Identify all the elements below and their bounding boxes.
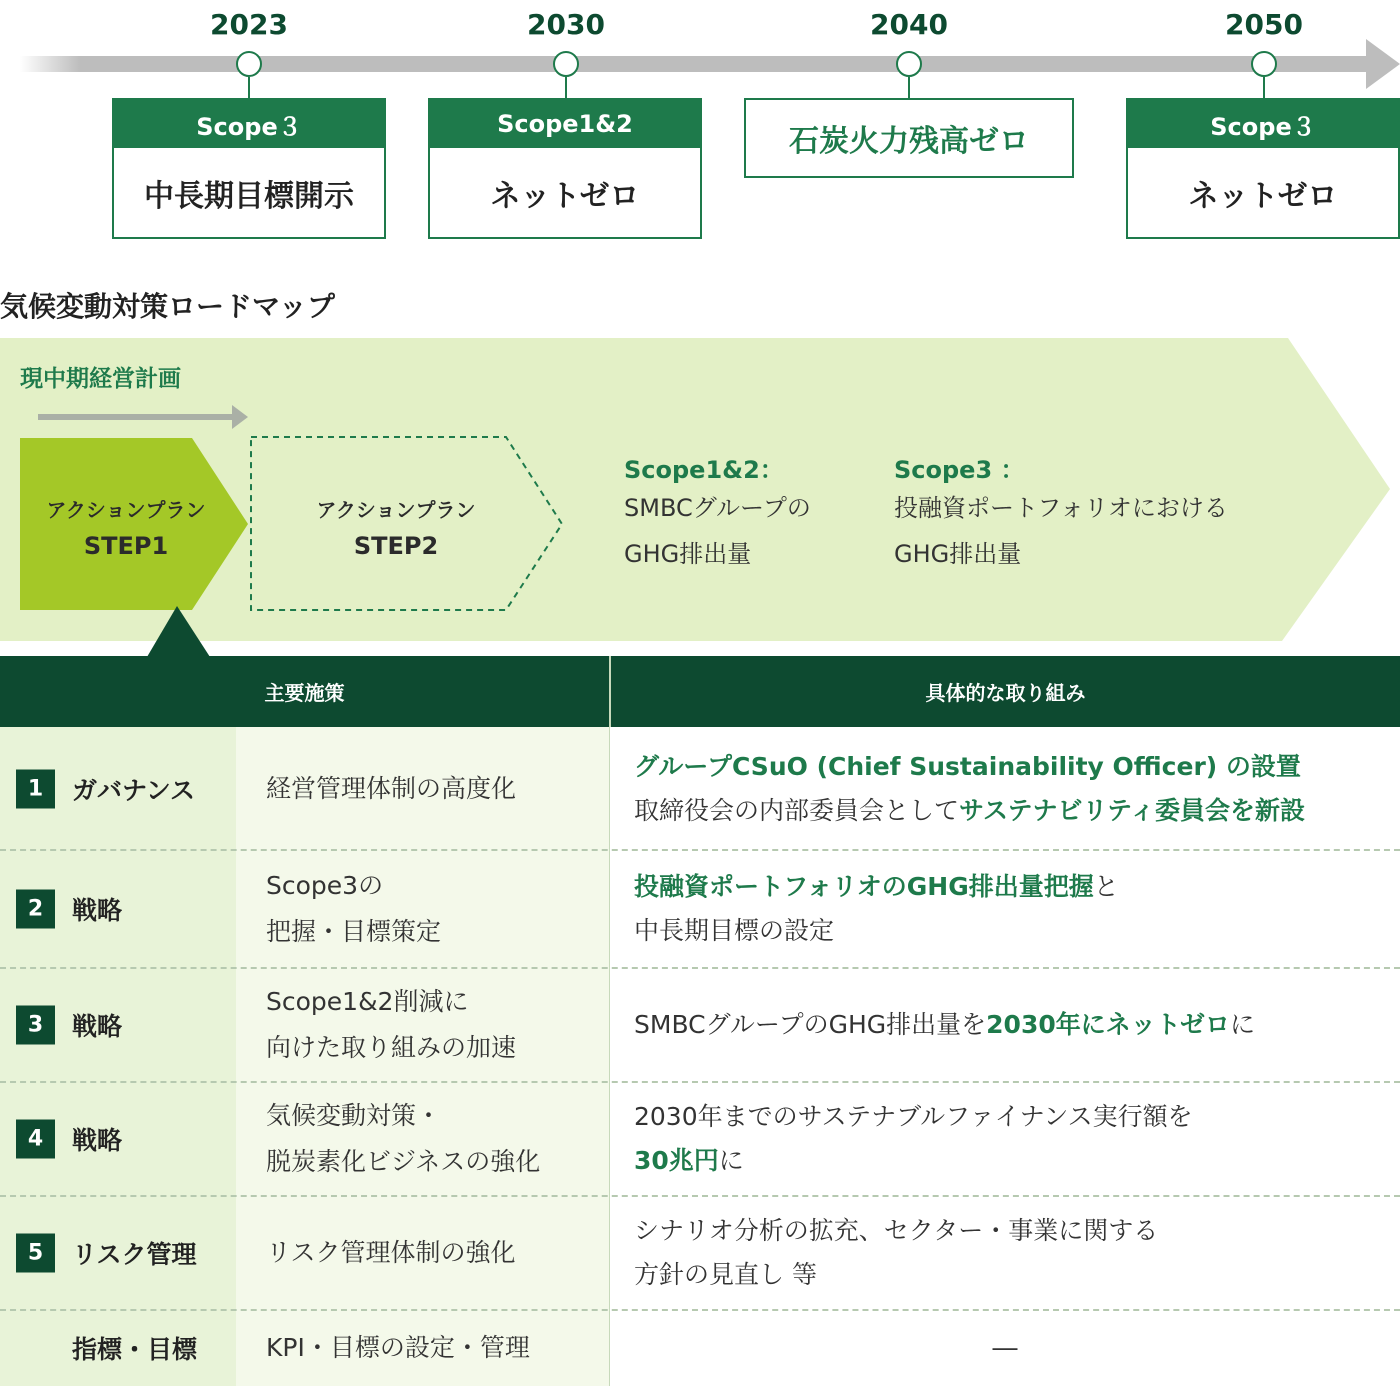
row-number-badge: 2 [16, 890, 55, 929]
row-number-badge: 3 [16, 1006, 55, 1045]
measure-text [266, 1325, 530, 1371]
category-cell [0, 968, 236, 1082]
row-divider [0, 1081, 1400, 1083]
milestone-2023 [112, 98, 386, 239]
detail-line [634, 1003, 1255, 1047]
measure-cell [236, 1196, 609, 1310]
measure-line: 経営管理体制の高度化 [266, 773, 517, 803]
detail-line [634, 1209, 1158, 1253]
step1-step: STEP1 [83, 532, 169, 560]
scope3-line1: 投融資ポートフォリオにおける [894, 494, 1228, 522]
timeline-stem [565, 77, 567, 98]
category-label: 指標・目標 [72, 1335, 198, 1364]
measure-text [266, 1230, 516, 1276]
detail-segment: に [718, 1146, 744, 1175]
detail-text [634, 1003, 1255, 1047]
year-2040: 2040 [870, 8, 948, 41]
detail-cell [610, 727, 1400, 850]
timeline-node [1251, 51, 1277, 77]
milestone-text: 中長期目標開示 [144, 178, 354, 214]
highlight-text: 30兆円 [634, 1146, 719, 1175]
year-2050: 2050 [1225, 8, 1303, 41]
measure-text [266, 1093, 540, 1185]
measure-line: Scope3の [266, 871, 384, 900]
detail-text [634, 745, 1305, 833]
step1-label [20, 492, 232, 564]
current-plan-label: 現中期経営計画 [20, 366, 181, 392]
category-cell [0, 1310, 236, 1386]
category-cell [0, 1082, 236, 1196]
timeline-stem [1263, 77, 1265, 98]
year-2030: 2030 [527, 8, 605, 41]
detail-text [610, 1326, 1400, 1370]
measure-line: 気候変動対策・ [266, 1101, 442, 1130]
table-row [0, 727, 1400, 850]
measure-cell [236, 968, 609, 1082]
detail-line [634, 865, 1119, 909]
category-label: 戦略 [72, 1126, 123, 1155]
table-row [0, 1082, 1400, 1196]
category-cell [0, 1196, 236, 1310]
detail-segment: SMBCグループのGHG排出量を [634, 1010, 987, 1039]
row-number-badge: 4 [16, 1120, 55, 1159]
table-row [0, 1196, 1400, 1310]
row-divider [0, 1309, 1400, 1311]
detail-line [634, 1095, 1193, 1139]
milestone-2030 [428, 98, 702, 239]
detail-cell [610, 1310, 1400, 1386]
row-divider [0, 967, 1400, 969]
detail-line [634, 745, 1305, 789]
timeline-stem [908, 77, 910, 98]
milestone-2040: 石炭火力残高ゼロ [744, 98, 1074, 178]
measure-cell [236, 1310, 609, 1386]
category-label: 戦略 [72, 1012, 123, 1041]
detail-text [634, 865, 1119, 953]
milestone-2050 [1126, 98, 1400, 239]
detail-segment: 方針の見直し 等 [634, 1260, 817, 1289]
scope3-block [894, 450, 1228, 577]
measure-text [266, 863, 441, 955]
detail-text [634, 1209, 1158, 1297]
measure-text [266, 766, 516, 812]
detail-segment: 中長期目標の設定 [634, 916, 835, 945]
highlight-text: 2030年にネットゼロ [986, 1010, 1230, 1039]
detail-line [634, 1253, 1158, 1297]
detail-segment: シナリオ分析の拡充、セクター・事業に関する [634, 1216, 1159, 1245]
page-title: 気候変動対策ロードマップ [0, 290, 335, 323]
timeline-stem [248, 77, 250, 98]
measure-text [266, 979, 516, 1071]
scope12-heading: Scope1&2： [624, 456, 784, 484]
highlight-text: サステナビリティ委員会を新設 [959, 795, 1306, 825]
category-label: 戦略 [72, 896, 123, 925]
measure-line: リスク管理体制の強化 [266, 1238, 516, 1267]
scope3-line2: GHG排出量 [894, 540, 1022, 568]
step1-title: アクションプラン [46, 498, 206, 522]
table-header-measures: 主要施策 [0, 656, 609, 727]
step2-title: アクションプラン [316, 498, 476, 522]
detail-line [634, 789, 1305, 833]
measure-cell [236, 727, 609, 850]
milestone-scope: Scope３ [114, 100, 384, 148]
measure-line: KPI・目標の設定・管理 [266, 1333, 530, 1362]
category-label: ガバナンス [72, 775, 196, 805]
category-label: リスク管理 [72, 1240, 197, 1269]
scope3-heading: Scope3 ： [894, 456, 1025, 484]
year-2023: 2023 [210, 8, 288, 41]
category-cell [0, 727, 236, 850]
detail-cell [610, 1196, 1400, 1310]
detail-segment: に [1230, 1010, 1256, 1039]
timeline-arrow-head [1366, 39, 1400, 89]
measure-cell [236, 850, 609, 968]
timeline-node [553, 51, 579, 77]
table-header-details: 具体的な取り組み [611, 656, 1400, 727]
detail-cell [610, 850, 1400, 968]
measure-line: 向けた取り組みの加速 [266, 1033, 517, 1062]
detail-segment: と [1093, 872, 1119, 901]
detail-line [610, 1326, 1400, 1370]
row-divider [0, 1195, 1400, 1197]
detail-text [634, 1095, 1193, 1183]
detail-line [634, 1139, 1193, 1183]
scope12-block [624, 450, 811, 577]
category-cell [0, 850, 236, 968]
timeline-node [896, 51, 922, 77]
detail-segment: ― [992, 1333, 1018, 1362]
scope12-line1: SMBCグループの [624, 494, 811, 522]
table-row [0, 968, 1400, 1082]
step2-step: STEP2 [353, 532, 439, 560]
row-number-badge: 5 [16, 1234, 55, 1273]
timeline-axis [20, 56, 1370, 72]
row-number-badge: 1 [16, 769, 55, 808]
timeline-node [236, 51, 262, 77]
highlight-text: 投融資ポートフォリオのGHG排出量把握 [634, 872, 1094, 901]
measure-cell [236, 1082, 609, 1196]
detail-segment: 取締役会の内部委員会として [634, 795, 960, 825]
table-row [0, 1310, 1400, 1386]
detail-cell [610, 1082, 1400, 1196]
milestone-scope: Scope1&2 [430, 100, 700, 148]
measure-line: Scope1&2削減に [266, 987, 469, 1016]
detail-line [634, 909, 1119, 953]
measure-line: 脱炭素化ビジネスの強化 [266, 1147, 541, 1176]
milestone-scope: Scope３ [1128, 100, 1398, 148]
measure-line: 把握・目標策定 [266, 917, 442, 946]
highlight-text: グループCSuO (Chief Sustainability Officer) の設置 [634, 751, 1301, 781]
milestone-text: ネットゼロ [1188, 178, 1338, 214]
milestone-text: ネットゼロ [490, 178, 640, 214]
detail-segment: 2030年までのサステナブルファイナンス実行額を [634, 1102, 1193, 1131]
scope12-line2: GHG排出量 [624, 540, 752, 568]
step2-label [290, 492, 502, 564]
detail-cell [610, 968, 1400, 1082]
row-divider [0, 849, 1400, 851]
table-row [0, 850, 1400, 968]
